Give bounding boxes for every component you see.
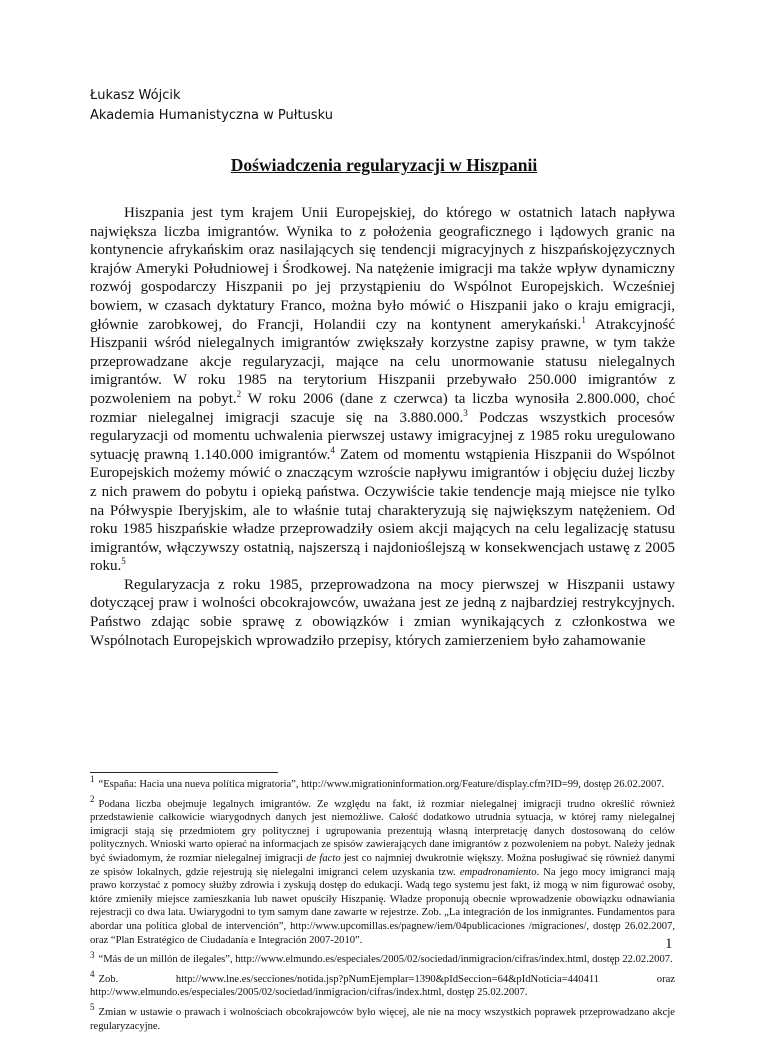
footnote-4 <box>90 969 675 1000</box>
author-name: Łukasz Wójcik <box>90 88 181 103</box>
footnote-2 <box>90 794 675 948</box>
footnote-text: Podana liczba obejmuje legalnych imigrantów. Ze względu na fakt, iż rozmiar nielegalnej imigracji trudno określić również przedstawienie całkowicie wiarygodnych danych jest niemożliwe. Całość dodatkowo utrudnia sytuacja, w której ramy nielegalnej imigracji stają się przedmiotem gry politycznej i ugrupowania prezentują własną interpretację danych dostosowaną do celów politycznych. Wnioski warto opierać na informacjach ze spisów zawierających dane imigrantów z pozwoleniem na pobyt. Należy jednak być świadomym, że rozmiar nielegalnej imigracji <box>90 798 675 864</box>
footnote-number: 4 <box>90 969 95 980</box>
footnote-number: 2 <box>90 794 95 805</box>
page-number: 1 <box>665 936 673 952</box>
footnote-text: “Más de un millón de ilegales”, http://www.elmundo.es/especiales/2005/02/sociedad/inmigracion/cifras/index.html, dostęp 22.02.2007. <box>98 954 673 966</box>
author-affiliation: Akademia Humanistyczna w Pułtusku <box>90 108 333 123</box>
footnote-text: . Na jego mocy imigranci mają prawo korzystać z pomocy służby zdrowia i zyskują dostęp do edukacji. Wadą tego systemu jest fakt, iż mogą w nim figurować osoby, które zmieniły miejsce zamieszkania lub nawet opuściły Hiszpanię. Władze proponują obecnie wprowadzenie obowiązku odnawiania rejestracji co dwa lata. Uwiarygodni to tym samym dane zawarte w rejestrze. Zob. „La integración de los inmigrantes. Fundamentos para abordar una política global de intervención”, http://www.upcomillas.es/pagnew/iem/04publicaciones /migraciones/, dostęp 26.02.2007, oraz “Plan Estratégico de Ciudadanía e Integración 2007-2010”. <box>90 866 675 946</box>
footnote-ref-2: 2 <box>236 388 242 399</box>
footnote-italic: empadronamiento <box>459 866 537 878</box>
footnote-number: 1 <box>90 774 95 785</box>
paragraph-1-part-c: W roku 2006 (dane z czerwca) ta liczba wynosiła 2.800.000, choć rozmiar nielegalnej imigracji szacuje się na 3.880.000. <box>90 390 675 426</box>
paragraph-1-part-e: Zatem od momentu wstąpienia Hiszpanii do Wspólnot Europejskich możemy mówić o znaczącym wzroście napływu imigrantów i objęciu dużej liczby z nich prawem do pobytu i opieką państwa. Oczywiście takie tendencje mają miejsce nie tylko na Półwyspie Iberyjskim, ale to właśnie tutaj charakteryzują się największym natężeniem. Od roku 1985 hiszpańskie władze przeprowadziły osiem akcji mających na celu legalizację statusu imigrantów, włączywszy ostatnią, najszerszą i najdonioślejszą w konsekwencjach ustawę z 2005 roku. <box>90 446 675 575</box>
paragraph-1-part-b: Atrakcyjność Hiszpanii wśród nielegalnych imigrantów zwiększały korzystne zapisy prawne, w tym także przeprowadzane akcje regularyzacji, mające na celu unormowanie statusu nielegalnych imigrantów. W roku 1985 na terytorium Hiszpanii przebywało 250.000 imigrantów z pozwoleniem na pobyt. <box>90 316 675 407</box>
document-title: Doświadczenia regularyzacji w Hiszpanii <box>230 155 538 175</box>
footnote-separator <box>90 772 278 773</box>
paragraph-2: Regularyzacja z roku 1985, przeprowadzona na mocy pierwszej w Hiszpanii ustawy dotyczącej praw i wolności obcokrajowców, uważana jest ze jedną z najbardziej restrykcyjnych. Państwo zdając sobie sprawę z obowiązków i zmian wynikających z członkostwa we Wspólnotach Europejskich wprowadziło przepisy, których zamierzeniem było zahamowanie <box>90 576 675 649</box>
body-text <box>90 204 675 650</box>
footnote-text: “España: Hacia una nueva política migratoria”, http://www.migrationinformation.org/Feature/display.cfm?ID=99, dostęp 26.02.2007. <box>98 779 665 790</box>
footnote-1 <box>90 774 675 792</box>
footnote-italic: de facto <box>306 852 341 864</box>
footnote-text: Zmian w ustawie o prawach i wolnościach obcokrajowców było więcej, ale nie na mocy wszystkich poprawek przeprowadzano akcje regularyzacyjne. <box>90 1006 675 1032</box>
footnote-3 <box>90 949 675 967</box>
footnote-number: 3 <box>90 949 95 960</box>
paragraph-1 <box>90 204 675 576</box>
footnote-number: 5 <box>90 1002 95 1013</box>
footnote-ref-1: 1 <box>581 314 586 325</box>
author-block <box>90 86 333 126</box>
footnote-ref-4: 4 <box>330 444 335 455</box>
paragraph-1-part-d: Podczas wszystkich procesów regularyzacji od momentu uchwalenia pierwszej ustawy imigracyjnej z 1985 roku uregulowano sytuację prawną 1.140.000 imigrantów. <box>90 409 675 463</box>
footnote-text: Zob. http://www.lne.es/secciones/notida.jsp?pNumEjemplar=1390&pIdSeccion=64&pIdNoticia=440411 oraz http://www.elmundo.es/especiales/2005/02/sociedad/inmigracion/cifras/index.html, dostęp 25.02.2007. <box>90 973 675 999</box>
footnote-ref-3: 3 <box>463 407 468 418</box>
footnote-ref-5: 5 <box>121 556 126 567</box>
footnote-5 <box>90 1002 675 1033</box>
paragraph-1-part-a: Hiszpania jest tym krajem Unii Europejskiej, do którego w ostatnich latach napływa największa liczba imigrantów. Wynika to z położenia geograficznego i lądowych granic na kontynencie afrykańskim oraz nasilających się tendencji migracyjnych z hiszpańskojęzycznych krajów Ameryki Południowej i Środkowej. Na natężenie imigracji ma także wpływ dynamiczny rozwój gospodarczy Hiszpanii po jej przystąpieniu do Wspólnot Europejskich. Wcześniej bowiem, w czasach dyktatury Franco, można było mówić o Hiszpanii jako o kraju emigracji, głównie zarobkowej, do Francji, Holandii czy na kontynent amerykański. <box>90 205 675 333</box>
footnotes <box>90 774 675 1039</box>
footnote-text: jest co najmniej dwukrotnie większy. Można posługiwać się również danymi ze spisów lokalnych, gdzie rejestrują się nielegalni imigranci celem uzyskania tzw. <box>90 852 675 878</box>
